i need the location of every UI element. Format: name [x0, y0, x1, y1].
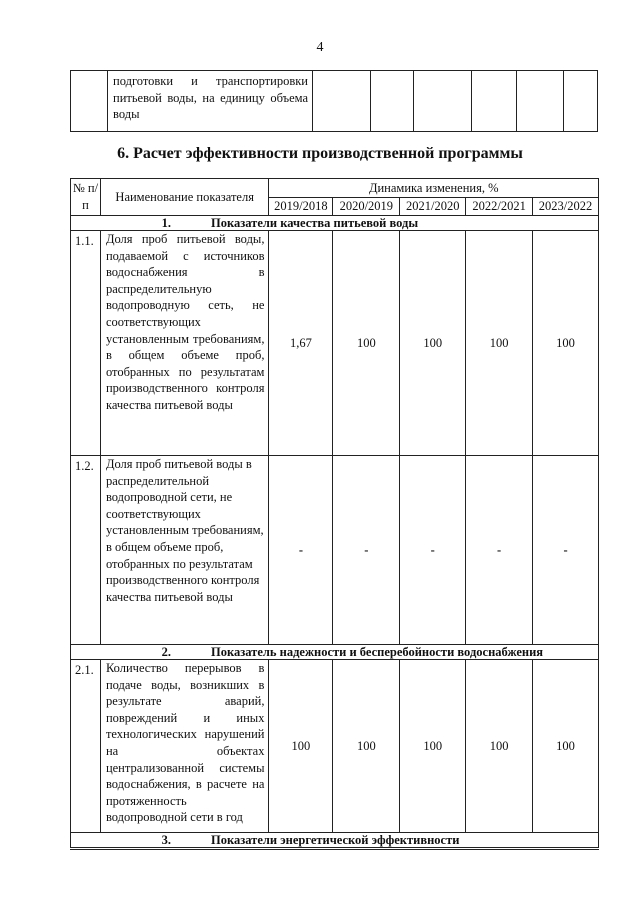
table-cell	[313, 71, 371, 132]
continuation-table	[70, 70, 598, 132]
row-number: 1.1.	[71, 231, 101, 456]
table-row	[71, 71, 598, 132]
row-number: 1.2.	[71, 456, 101, 645]
row-value: 100	[533, 231, 599, 456]
table-row	[71, 231, 599, 456]
section-label: Показатели качества питьевой воды	[211, 216, 419, 230]
section-label: Показатели энергетической эффективности	[211, 833, 460, 847]
continuation-text: подготовки и транспортировки питьевой воды, на единицу объема воды	[108, 71, 313, 132]
efficiency-table	[70, 178, 599, 850]
table-cell	[472, 71, 517, 132]
table-cell	[71, 71, 108, 132]
section-row	[71, 645, 599, 660]
row-value: 100	[466, 231, 533, 456]
row-number: 2.1.	[71, 660, 101, 833]
col-header-num: № п/п	[71, 179, 101, 216]
row-value: 100	[269, 660, 333, 833]
row-value: 100	[400, 231, 466, 456]
section-title: 6. Расчет эффективности производственной программы	[117, 145, 523, 162]
section-label: Показатель надежности и бесперебойности водоснабжения	[211, 645, 544, 659]
section-number: 2.	[161, 645, 171, 659]
page-number: 4	[316, 40, 324, 55]
table-cell	[414, 71, 472, 132]
row-value: 100	[400, 660, 466, 833]
col-header-name: Наименование показателя	[100, 179, 269, 216]
row-value: 100	[533, 660, 599, 833]
row-value: -	[269, 456, 333, 645]
table-row	[71, 456, 599, 645]
row-value: 100	[466, 660, 533, 833]
row-value: 1,67	[269, 231, 333, 456]
table-cell	[371, 71, 414, 132]
row-value: 100	[333, 660, 400, 833]
table-header-row	[71, 179, 599, 198]
row-name: Количество перерывов в подаче воды, возникших в результате аварий, повреждений и иных технологических нарушений на объектах централизованной системы водоснабжения, в расчете на протяженность водопроводной сети в год	[100, 660, 269, 833]
section-number: 3.	[161, 833, 171, 847]
row-value: -	[400, 456, 466, 645]
row-value: -	[533, 456, 599, 645]
table-cell	[564, 71, 598, 132]
col-header-year: 2021/2020	[400, 198, 466, 216]
col-header-year: 2019/2018	[269, 198, 333, 216]
row-name: Доля проб питьевой воды в распределительной водопроводной сети, не соответствующих установленным требованиям, в общем объеме проб, отобранных по результатам производственного контроля качества питьевой воды	[100, 456, 269, 645]
section-row	[71, 216, 599, 231]
section-header	[71, 645, 599, 660]
row-name: Доля проб питьевой воды, подаваемой с источников водоснабжения в распределительную водопроводную сеть, не соответствующих установленным требованиям, в общем объеме проб, отобранных по результатам производственного контроля качества питьевой воды	[100, 231, 269, 456]
section-header	[71, 216, 599, 231]
col-header-year: 2020/2019	[333, 198, 400, 216]
section-number: 1.	[161, 216, 171, 230]
section-row	[71, 833, 599, 849]
row-value: -	[333, 456, 400, 645]
col-header-year: 2022/2021	[466, 198, 533, 216]
col-header-year: 2023/2022	[533, 198, 599, 216]
row-value: -	[466, 456, 533, 645]
row-value: 100	[333, 231, 400, 456]
table-cell	[517, 71, 564, 132]
section-header	[71, 833, 599, 849]
col-header-dynamics: Динамика изменения, %	[269, 179, 599, 198]
table-row	[71, 660, 599, 833]
